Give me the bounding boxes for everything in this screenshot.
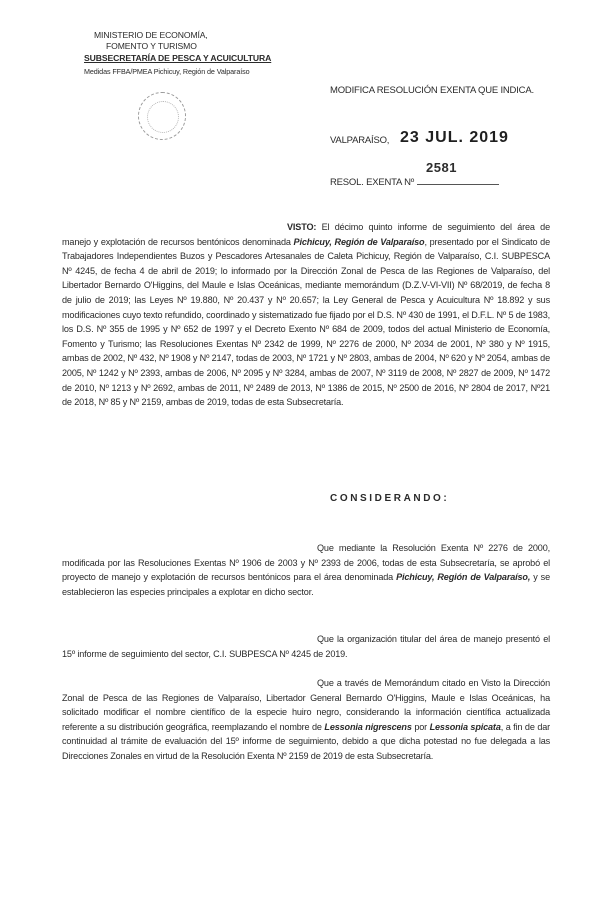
document-subject: MODIFICA RESOLUCIÓN EXENTA QUE INDICA. bbox=[330, 85, 534, 96]
resolution-label bbox=[330, 176, 499, 188]
visto-paragraph bbox=[62, 220, 550, 410]
resolution-number-underline bbox=[417, 176, 499, 185]
c1-text-2: y se establecieron las especies principales a explotar en dicho sector. bbox=[62, 572, 550, 597]
resolution-number-stamp: 2581 bbox=[426, 160, 457, 175]
c3-species-new: Lessonia spicata bbox=[429, 721, 501, 732]
visto-text-1: El décimo quinto informe de seguimiento del área de manejo y explotación de recursos bentónicos denominada bbox=[62, 222, 550, 247]
seal-inner-ring bbox=[147, 101, 179, 133]
considerando-1 bbox=[62, 541, 550, 599]
considerando-2 bbox=[62, 632, 550, 661]
institutional-seal-icon bbox=[138, 92, 186, 140]
area-reference-line: Medidas FFBA/PMEA Pichicuy, Región de Valparaíso bbox=[84, 67, 250, 76]
visto-area-name: Pichicuy, Región de Valparaíso bbox=[293, 236, 425, 247]
considerando-heading: CONSIDERANDO: bbox=[330, 493, 450, 504]
c3-text-3: , a fin de dar continuidad al trámite de evaluación del 15º informe de seguimiento, debido a que dicha potestad no fue delegada a las Direcciones Zonales en virtud de la Resolución Exenta Nº 2159 de 2019 de esta Subsecretaría. bbox=[62, 721, 551, 761]
considerando-3 bbox=[62, 676, 550, 764]
visto-label: VISTO: bbox=[287, 222, 317, 232]
subsecretaria-line: SUBSECRETARÍA DE PESCA Y ACUICULTURA bbox=[84, 53, 272, 63]
date-stamp: 23 JUL. 2019 bbox=[400, 129, 509, 146]
resolution-label-text: RESOL. EXENTA Nº bbox=[330, 177, 415, 188]
visto-text-2: , presentado por el Sindicato de Trabajadores Independientes Buzos y Pescadores Artesanales de Caleta Pichicuy, Región de Valparaíso, C.I. SUBPESCA Nº 4245, de fecha 4 de abril de 2019; lo informado por la Dirección Zonal de Pesca de las Regiones de Valparaíso, del Libertador Bernardo O'Higgins, del Maule e Islas Oceánicas, mediante memorándum (D.Z.V-VI-VII) Nº 68/2019, de fecha 8 de julio de 2019; las Leyes Nº 19.880, Nº 20.437 y Nº 20.657; la Ley General de Pesca y Acuicultura Nº 18.892 y sus modificaciones cuyo texto refundido, coordinado y sistematizado fue fijado por el D.S. Nº 430 de 1991, el D.F.L. Nº 5 de 1983, los D.S. Nº 355 de 1995 y Nº 652 de 1997 y el Decreto Exento Nº 684 de 2009, todos del actual Ministerio de Economía, Fomento y Turismo; las Resoluciones Exentas Nº 2342 de 1999, Nº 2276 de 2000, Nº 2034 de 2001, Nº 380 y Nº 1915, ambas de 2002, Nº 432, Nº 1908 y Nº 2147, todas de 2003, Nº 1721 y Nº 2803, ambas de 2004, Nº 620 y Nº 2054, ambas de 2005, Nº 1242 y Nº 2393, ambas de 2006, Nº 2095 y Nº 3284, ambas de 2007, Nº 3119 de 2008, Nº 2827 de 2009, Nº 1472 de 2010, Nº 1213 y Nº 2692, ambas de 2011, Nº 2489 de 2013, Nº 1386 de 2015, Nº 2500 de 2016, Nº 2804 de 2017, Nº21 de 2018, Nº 85 y Nº 2159, ambas de 2019, todas de esta Subsecretaría. bbox=[62, 236, 550, 408]
c3-text-2: por bbox=[411, 721, 430, 732]
place-label: VALPARAÍSO, bbox=[330, 135, 390, 146]
c2-text-1: Que la organización titular del área de manejo presentó el 15º informe de seguimiento del sector, C.I. SUBPESCA Nº 4245 de 2019. bbox=[62, 634, 550, 659]
ministry-line: MINISTERIO DE ECONOMÍA, bbox=[94, 30, 208, 40]
c3-species-old: Lessonia nigrescens bbox=[324, 721, 412, 732]
c3-text-1: Que a través de Memorándum citado en Visto la Dirección Zonal de Pesca de las Regiones de Valparaíso, Libertador General Bernardo O'Higgins, Maule e Islas Oceánicas, ha solicitado modificar el nombre científico de la especie huiro negro, considerando la información científica actualizada referente a su distribución geográfica, reemplazando el nombre de bbox=[62, 678, 550, 732]
c1-area-name: Pichicuy, Región de Valparaíso, bbox=[396, 572, 531, 583]
c1-text-1: Que mediante la Resolución Exenta Nº 2276 de 2000, modificada por las Resoluciones Exentas Nº 1906 de 2003 y Nº 2393 de 2006, todas de esta Subsecretaría, se aprobó el proyecto de manejo y explotación de recursos bentónicos para el área denominada bbox=[62, 543, 550, 583]
ministry-line-2: FOMENTO Y TURISMO bbox=[106, 41, 197, 51]
